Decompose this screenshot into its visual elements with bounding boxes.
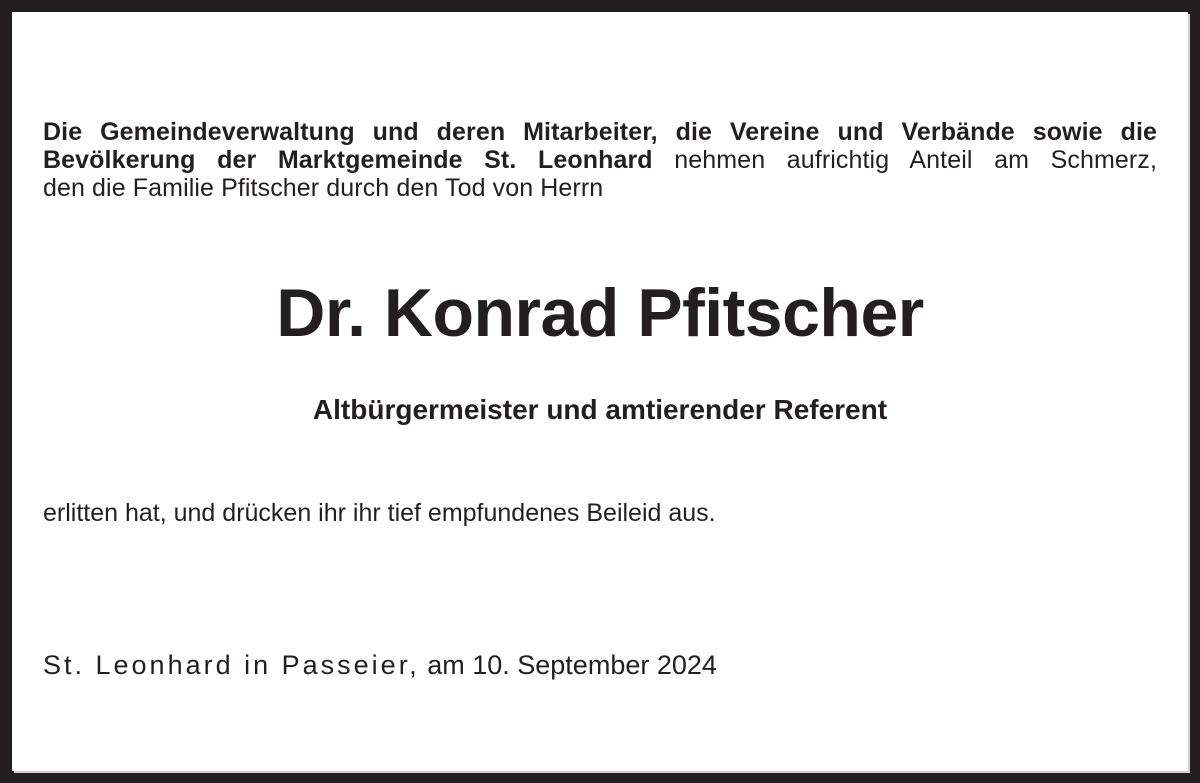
intro-line bbox=[43, 146, 1157, 174]
intro-segment: nehmen aufrichtig Anteil am Schmerz, bbox=[652, 146, 1157, 174]
deceased-title: Altbürgermeister und amtierender Referent bbox=[312, 394, 888, 425]
dateline-place: St. Leonhard in Passeier, bbox=[43, 650, 420, 680]
intro-segment: den die Familie Pfitscher durch den Tod von Herrn bbox=[43, 174, 604, 202]
obituary-card bbox=[12, 12, 1188, 771]
intro-segment-bold: Die Gemeindeverwaltung und deren Mitarbeiter, die Vereine und Verbände sowie die bbox=[43, 118, 1157, 146]
dateline bbox=[43, 650, 1157, 681]
deceased-name: Dr. Konrad Pfitscher bbox=[276, 275, 924, 351]
intro-line bbox=[43, 118, 1157, 146]
intro-segment-bold: Bevölkerung der Marktgemeinde St. Leonhard bbox=[43, 146, 653, 174]
condolence-line: erlitten hat, und drücken ihr ihr tief empfundenes Beileid aus. bbox=[43, 499, 716, 527]
intro-paragraph bbox=[43, 118, 1157, 202]
intro-line bbox=[43, 174, 1157, 202]
dateline-date: am 10. September 2024 bbox=[427, 650, 717, 680]
